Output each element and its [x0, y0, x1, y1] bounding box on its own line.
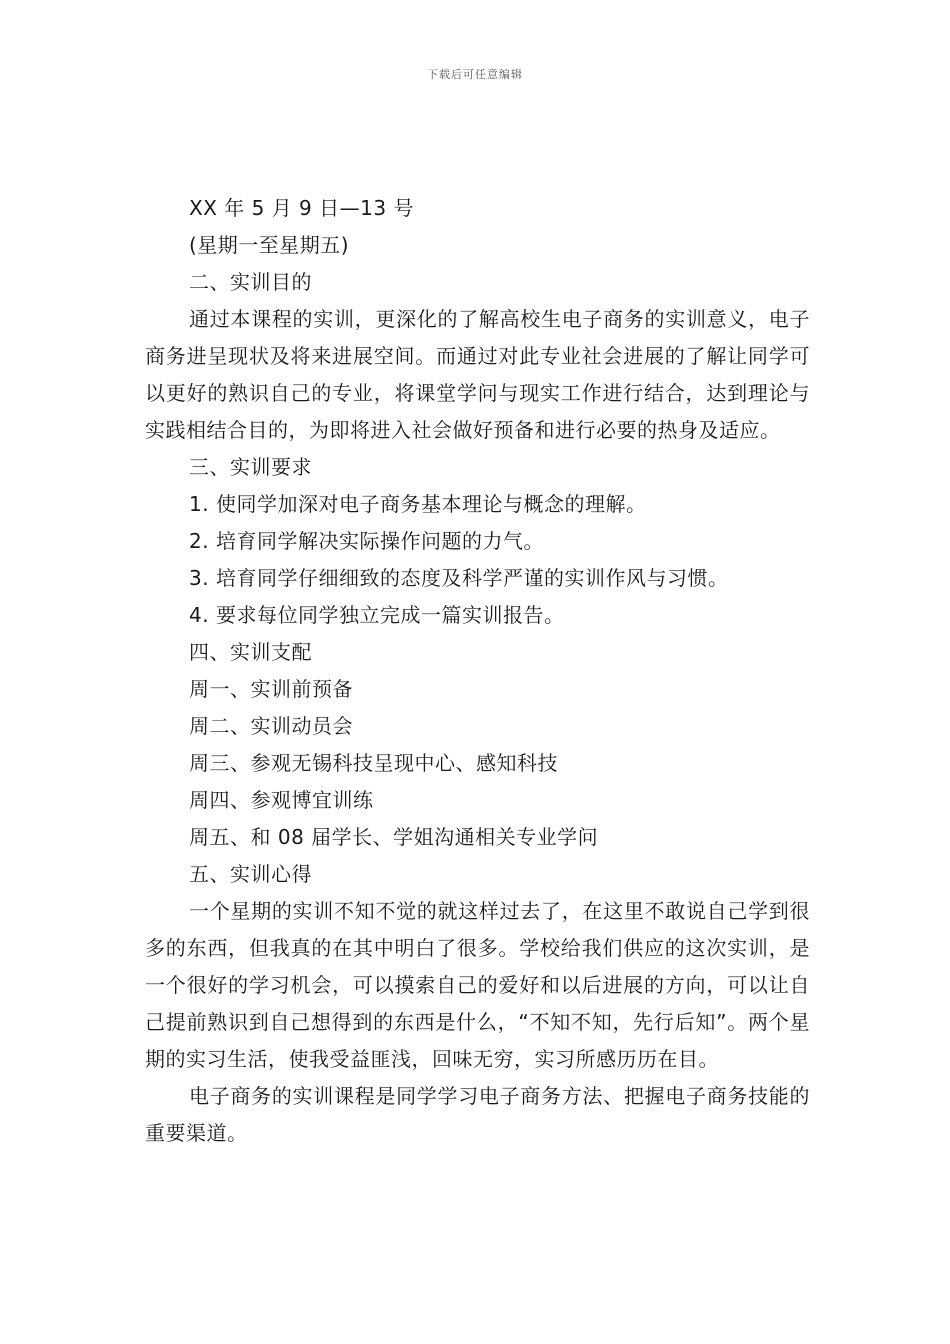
section-4-title: 四、实训支配 [189, 640, 312, 664]
requirement-item: 1. 使同学加深对电子商务基本理论与概念的理解。 [189, 492, 647, 516]
section-5-paragraph-2: 电子商务的实训课程是同学学习电子商务方法、把握电子商务技能的重要渠道。 [145, 1084, 810, 1145]
schedule-item: 周三、参观无锡科技呈现中心、感知科技 [189, 751, 558, 775]
schedule-item: 周五、和 08 届学长、学姐沟通相关专业学问 [189, 825, 599, 849]
section-5-paragraph: 一个星期的实训不知不觉的就这样过去了，在这里不敢说自己学到很多的东西，但我真的在其中明白了很多。学校给我们供应的这次实训，是一个很好的学习机会，可以摸索自己的爱好和以后进展的方向，可以让自己提前熟识到自己想得到的东西是什么，“不知不知，先行后知”。两个星期的实习生活，使我受益匪浅，回味无穷，实习所感历历在目。 [145, 899, 810, 1071]
document-body [145, 190, 810, 1152]
section-5-title: 五、实训心得 [189, 862, 312, 886]
section-2-title: 二、实训目的 [189, 270, 312, 294]
weekday-range: (星期一至星期五) [189, 233, 350, 257]
date-line: XX 年 5 月 9 日—13 号 [189, 196, 414, 220]
requirement-item: 3. 培育同学仔细细致的态度及科学严谨的实训作风与习惯。 [189, 566, 729, 590]
schedule-item: 周四、参观博宜训练 [189, 788, 374, 812]
schedule-item: 周一、实训前预备 [189, 677, 353, 701]
page-header: 下载后可任意编辑 [427, 68, 523, 81]
section-3-title: 三、实训要求 [189, 455, 312, 479]
section-2-paragraph: 通过本课程的实训，更深化的了解高校生电子商务的实训意义，电子商务进呈现状及将来进展空间。而通过对此专业社会进展的了解让同学可以更好的熟识自己的专业，将课堂学问与现实工作进行结合，达到理论与实践相结合目的，为即将进入社会做好预备和进行必要的热身及适应。 [145, 307, 810, 442]
schedule-item: 周二、实训动员会 [189, 714, 353, 738]
requirement-item: 4. 要求每位同学独立完成一篇实训报告。 [189, 603, 565, 627]
requirement-item: 2. 培育同学解决实际操作问题的力气。 [189, 529, 544, 553]
